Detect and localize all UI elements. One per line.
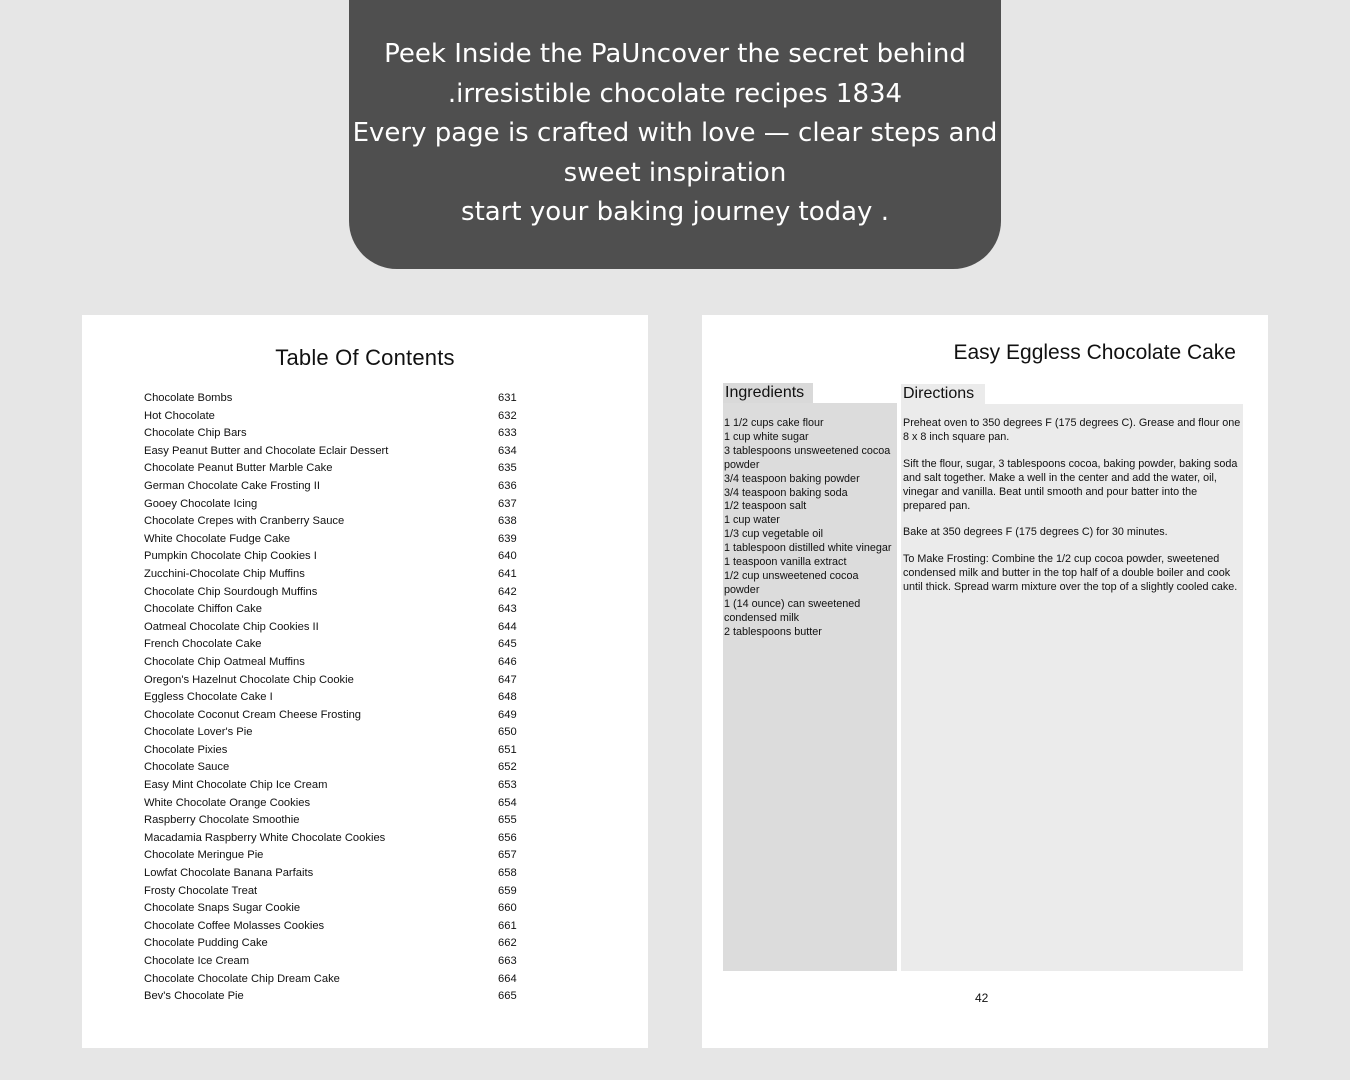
- toc-entry: [144, 566, 534, 584]
- toc-entry-page: 650: [498, 726, 517, 739]
- toc-entry: [144, 742, 534, 760]
- toc-entry-page: 657: [498, 849, 517, 862]
- toc-entry-title: Raspberry Chocolate Smoothie: [144, 814, 300, 827]
- toc-entry-title: Chocolate Pudding Cake: [144, 937, 268, 950]
- toc-entry-page: 651: [498, 743, 517, 756]
- ingredient-item: 3 tablespoons unsweetened cocoa powder: [724, 444, 891, 471]
- toc-entry-page: 642: [498, 585, 517, 598]
- ingredient-item: 1/3 cup vegetable oil: [724, 528, 824, 541]
- ingredient-item: 1 cup water: [724, 514, 780, 527]
- toc-entry-title: Chocolate Chip Oatmeal Muffins: [144, 655, 305, 668]
- toc-entry-title: Chocolate Chip Bars: [144, 427, 247, 440]
- direction-step: To Make Frosting: Combine the 1/2 cup cocoa powder, sweetened condensed milk and butter in the top half of a double boiler and cook until thick. Spread warm mixture over the top of a slightly cooled cake.: [903, 553, 1238, 594]
- banner-line: start your baking journey today .: [461, 197, 889, 227]
- toc-entry-title: Chocolate Chocolate Chip Dream Cake: [144, 972, 340, 985]
- toc-entry: [144, 513, 534, 531]
- promo-banner: [349, 0, 1001, 269]
- toc-entry: [144, 935, 534, 953]
- toc-entry-page: 662: [498, 937, 517, 950]
- toc-entry-page: 646: [498, 655, 517, 668]
- toc-entry-title: White Chocolate Fudge Cake: [144, 532, 291, 545]
- direction-step: Bake at 350 degrees F (175 degrees C) for 30 minutes.: [903, 526, 1168, 539]
- toc-entry-title: Zucchini-Chocolate Chip Muffins: [144, 567, 305, 580]
- ingredients-heading: Ingredients: [723, 383, 813, 403]
- toc-entry-page: 639: [498, 532, 517, 545]
- toc-entry-title: Chocolate Snaps Sugar Cookie: [144, 902, 301, 915]
- toc-entry: [144, 654, 534, 672]
- toc-entry-title: Frosty Chocolate Treat: [144, 884, 258, 897]
- toc-entry: [144, 531, 534, 549]
- ingredient-item: 1 tablespoon distilled white vinegar: [724, 542, 892, 555]
- toc-entry: [144, 724, 534, 742]
- ingredient-item: 2 tablespoons butter: [724, 625, 822, 638]
- toc-entry-title: Chocolate Pixies: [144, 743, 228, 756]
- toc-entry: [144, 795, 534, 813]
- toc-entry: [144, 548, 534, 566]
- toc-title: Table Of Contents: [275, 345, 455, 370]
- toc-entry-title: Chocolate Lover's Pie: [144, 726, 253, 739]
- toc-entry-title: Pumpkin Chocolate Chip Cookies I: [144, 550, 317, 563]
- toc-entry-page: 658: [498, 867, 517, 880]
- toc-entry-page: 648: [498, 691, 517, 704]
- toc-entry: [144, 759, 534, 777]
- toc-entry: [144, 830, 534, 848]
- toc-entry-title: Lowfat Chocolate Banana Parfaits: [144, 867, 314, 880]
- banner-line: Peek Inside the PaUncover the secret behind: [384, 39, 966, 69]
- toc-entry-page: 644: [498, 620, 517, 633]
- toc-entry-page: 656: [498, 831, 517, 844]
- toc-entry: [144, 672, 534, 690]
- toc-entry: [144, 953, 534, 971]
- ingredient-item: 1 teaspoon vanilla extract: [724, 556, 847, 569]
- toc-entry-page: 640: [498, 550, 517, 563]
- toc-entry-page: 663: [498, 955, 517, 967]
- ingredient-item: 1 cup white sugar: [724, 430, 809, 443]
- toc-entry-page: 665: [498, 990, 517, 1003]
- table-of-contents-page: [82, 315, 648, 1048]
- toc-entry-page: 643: [498, 603, 517, 616]
- ingredient-item: 3/4 teaspoon baking soda: [724, 486, 848, 499]
- toc-entry-page: 638: [498, 515, 517, 528]
- toc-entry-page: 635: [498, 462, 517, 475]
- toc-entry-page: 636: [498, 479, 517, 492]
- directions-column: [901, 404, 1243, 971]
- toc-entry-title: Chocolate Sauce: [144, 761, 230, 774]
- toc-entry: [144, 847, 534, 865]
- toc-entry-title: Chocolate Bombs: [144, 392, 233, 404]
- toc-entry-page: 655: [498, 814, 517, 827]
- toc-entry-title: Chocolate Coconut Cream Cheese Frosting: [144, 708, 362, 721]
- banner-line: .irresistible chocolate recipes 1834: [447, 78, 903, 109]
- toc-entry-title: Eggless Chocolate Cake I: [144, 691, 273, 704]
- toc-entry: [144, 636, 534, 654]
- toc-entry-title: Easy Peanut Butter and Chocolate Eclair Dessert: [144, 444, 389, 457]
- toc-entry-title: Bev's Chocolate Pie: [144, 990, 244, 1003]
- toc-entry-page: 634: [498, 444, 517, 457]
- banner-line: Every page is crafted with love — clear steps and: [352, 118, 998, 148]
- toc-entry-page: 654: [498, 796, 517, 809]
- toc-entry: [144, 443, 534, 461]
- toc-entry: [144, 619, 534, 637]
- toc-entry-page: 641: [498, 567, 517, 580]
- toc-entry-title: Chocolate Meringue Pie: [144, 849, 264, 862]
- toc-entry-page: 664: [498, 972, 517, 985]
- toc-entry: [144, 988, 534, 1006]
- toc-entry-title: Chocolate Chiffon Cake: [144, 603, 262, 616]
- toc-entry-page: 647: [498, 673, 517, 686]
- toc-entry-title: Chocolate Chip Sourdough Muffins: [144, 585, 318, 598]
- toc-entry-title: Chocolate Ice Cream: [144, 955, 250, 967]
- recipe-title: Easy Eggless Chocolate Cake: [953, 341, 1236, 364]
- banner-line: sweet inspiration: [563, 157, 787, 188]
- toc-entry: [144, 812, 534, 830]
- toc-entry-page: 661: [498, 919, 517, 932]
- ingredient-item: 1 (14 ounce) can sweetened condensed milk: [724, 597, 861, 624]
- toc-entry-title: Gooey Chocolate Icing: [144, 497, 258, 510]
- toc-entry-title: Oatmeal Chocolate Chip Cookies II: [144, 620, 319, 633]
- toc-entry-page: 652: [498, 761, 517, 774]
- ingredient-item: 3/4 teaspoon baking powder: [724, 472, 860, 485]
- toc-entry-page: 645: [498, 638, 517, 651]
- recipe-page: [702, 315, 1268, 1048]
- direction-step: Sift the flour, sugar, 3 tablespoons cocoa, baking powder, baking soda and salt together. Make a well in the center and add the water, oil, vinegar and vanilla. Beat until smooth and pour batter into the prepared pan.: [903, 457, 1238, 512]
- toc-entry-page: 660: [498, 902, 517, 915]
- toc-entry: [144, 408, 534, 426]
- toc-entry-page: 649: [498, 708, 517, 721]
- toc-entry: [144, 584, 534, 602]
- toc-entry-title: White Chocolate Orange Cookies: [144, 796, 311, 809]
- toc-entry: [144, 883, 534, 901]
- toc-entry: [144, 460, 534, 478]
- toc-entry-page: 633: [498, 427, 517, 440]
- toc-entry-title: French Chocolate Cake: [144, 638, 262, 651]
- ingredients-column: [723, 403, 897, 971]
- toc-entry-page: 653: [498, 779, 517, 792]
- toc-entry-title: Chocolate Coffee Molasses Cookies: [144, 919, 325, 932]
- toc-entry-title: Macadamia Raspberry White Chocolate Cookies: [144, 831, 386, 844]
- toc-entry: [144, 865, 534, 883]
- toc-entry: [144, 390, 534, 408]
- toc-entry-page: 659: [498, 884, 517, 897]
- toc-entry-title: Hot Chocolate: [144, 409, 215, 422]
- toc-entry: [144, 478, 534, 496]
- directions-heading: Directions: [901, 384, 985, 404]
- toc-entry: [144, 971, 534, 989]
- toc-entry: [144, 496, 534, 514]
- ingredient-item: 1/2 teaspoon salt: [724, 500, 807, 513]
- toc-entry: [144, 777, 534, 795]
- toc-entry-title: German Chocolate Cake Frosting II: [144, 479, 320, 492]
- toc-entry: [144, 918, 534, 936]
- ingredient-item: 1/2 cup unsweetened cocoa powder: [724, 569, 859, 596]
- ingredient-item: 1 1/2 cups cake flour: [724, 417, 824, 429]
- toc-entry-page: 637: [498, 497, 517, 510]
- toc-entry: [144, 425, 534, 443]
- toc-entry: [144, 689, 534, 707]
- toc-entry-title: Chocolate Peanut Butter Marble Cake: [144, 462, 333, 475]
- toc-entry-title: Easy Mint Chocolate Chip Ice Cream: [144, 779, 328, 792]
- direction-step: Preheat oven to 350 degrees F (175 degrees C). Grease and flour one 8 x 8 inch square pan.: [903, 417, 1241, 443]
- toc-entry-title: Oregon's Hazelnut Chocolate Chip Cookie: [144, 673, 354, 686]
- toc-entry-page: 631: [498, 392, 517, 404]
- toc-entry: [144, 707, 534, 725]
- toc-entry: [144, 900, 534, 918]
- toc-entry-title: Chocolate Crepes with Cranberry Sauce: [144, 515, 345, 528]
- toc-entry: [144, 601, 534, 619]
- toc-list: [144, 390, 534, 1006]
- page-number: 42: [975, 991, 989, 1005]
- toc-entry-page: 632: [498, 409, 517, 422]
